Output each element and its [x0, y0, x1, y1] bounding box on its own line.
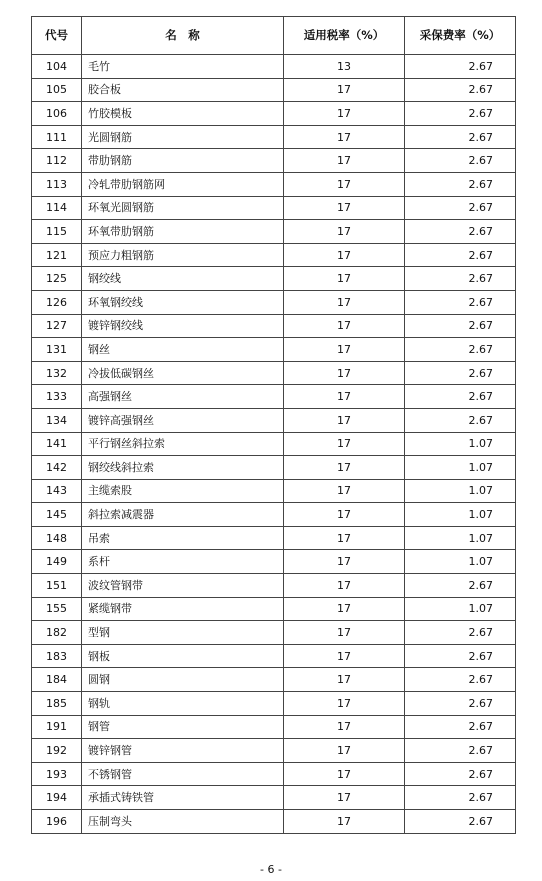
table-row	[32, 810, 516, 834]
table-row	[32, 668, 516, 692]
table-row	[32, 125, 516, 149]
cell-tax-rate: 17	[284, 479, 405, 503]
cell-code: 194	[32, 786, 82, 810]
cell-code: 112	[32, 149, 82, 173]
cell-tax-rate: 17	[284, 762, 405, 786]
table-row	[32, 479, 516, 503]
header-row	[32, 17, 516, 55]
cell-tax-rate: 17	[284, 621, 405, 645]
table-row	[32, 172, 516, 196]
cell-tax-rate: 17	[284, 314, 405, 338]
cell-name: 吊索	[82, 526, 284, 550]
cell-name: 镀锌钢管	[82, 739, 284, 763]
table-row	[32, 102, 516, 126]
table-header	[32, 17, 516, 55]
cell-fee-rate: 2.67	[405, 55, 516, 79]
cell-fee-rate: 1.07	[405, 432, 516, 456]
table-row	[32, 385, 516, 409]
cell-fee-rate: 2.67	[405, 220, 516, 244]
cell-tax-rate: 17	[284, 172, 405, 196]
table-row	[32, 739, 516, 763]
cell-code: 113	[32, 172, 82, 196]
cell-name: 平行钢丝斜拉索	[82, 432, 284, 456]
cell-fee-rate: 2.67	[405, 739, 516, 763]
cell-tax-rate: 17	[284, 526, 405, 550]
table-row	[32, 55, 516, 79]
cell-fee-rate: 1.07	[405, 526, 516, 550]
cell-code: 132	[32, 361, 82, 385]
table-row	[32, 220, 516, 244]
cell-fee-rate: 2.67	[405, 385, 516, 409]
cell-name: 型钢	[82, 621, 284, 645]
cell-tax-rate: 17	[284, 456, 405, 480]
cell-fee-rate: 2.67	[405, 149, 516, 173]
cell-name: 冷拔低碳钢丝	[82, 361, 284, 385]
cell-tax-rate: 17	[284, 290, 405, 314]
cell-name: 镀锌钢绞线	[82, 314, 284, 338]
cell-code: 183	[32, 644, 82, 668]
cell-name: 环氧光圆钢筋	[82, 196, 284, 220]
cell-name: 光圆钢筋	[82, 125, 284, 149]
table-row	[32, 526, 516, 550]
cell-code: 182	[32, 621, 82, 645]
table-row	[32, 692, 516, 716]
table-row	[32, 408, 516, 432]
cell-name: 钢绞线	[82, 267, 284, 291]
table-body	[32, 55, 516, 834]
cell-tax-rate: 17	[284, 361, 405, 385]
cell-fee-rate: 2.67	[405, 574, 516, 598]
cell-code: 133	[32, 385, 82, 409]
cell-fee-rate: 1.07	[405, 479, 516, 503]
cell-name: 竹胶模板	[82, 102, 284, 126]
table-row	[32, 196, 516, 220]
cell-fee-rate: 2.67	[405, 290, 516, 314]
table-row	[32, 715, 516, 739]
cell-name: 波纹管钢带	[82, 574, 284, 598]
cell-code: 141	[32, 432, 82, 456]
cell-tax-rate: 17	[284, 550, 405, 574]
table-row	[32, 574, 516, 598]
cell-tax-rate: 17	[284, 786, 405, 810]
cell-code: 131	[32, 338, 82, 362]
table-row	[32, 361, 516, 385]
cell-fee-rate: 2.67	[405, 314, 516, 338]
cell-tax-rate: 17	[284, 408, 405, 432]
cell-tax-rate: 17	[284, 102, 405, 126]
cell-name: 环氧带肋钢筋	[82, 220, 284, 244]
header-fee-rate: 采保费率（%）	[405, 17, 516, 55]
cell-tax-rate: 17	[284, 668, 405, 692]
cell-code: 151	[32, 574, 82, 598]
cell-name: 斜拉索减震器	[82, 503, 284, 527]
cell-code: 125	[32, 267, 82, 291]
cell-name: 钢绞线斜拉索	[82, 456, 284, 480]
cell-fee-rate: 2.67	[405, 338, 516, 362]
cell-name: 预应力粗钢筋	[82, 243, 284, 267]
cell-name: 系杆	[82, 550, 284, 574]
cell-name: 环氧钢绞线	[82, 290, 284, 314]
cell-name: 毛竹	[82, 55, 284, 79]
cell-code: 106	[32, 102, 82, 126]
cell-tax-rate: 17	[284, 267, 405, 291]
cell-tax-rate: 17	[284, 149, 405, 173]
page-number: - 6 -	[260, 863, 282, 876]
table-row	[32, 243, 516, 267]
cell-name: 镀锌高强钢丝	[82, 408, 284, 432]
cell-fee-rate: 2.67	[405, 102, 516, 126]
cell-tax-rate: 17	[284, 196, 405, 220]
table-row	[32, 621, 516, 645]
table-row	[32, 786, 516, 810]
cell-code: 105	[32, 78, 82, 102]
table-row	[32, 762, 516, 786]
cell-tax-rate: 17	[284, 78, 405, 102]
cell-fee-rate: 2.67	[405, 267, 516, 291]
cell-fee-rate: 2.67	[405, 786, 516, 810]
cell-name: 主缆索股	[82, 479, 284, 503]
cell-fee-rate: 2.67	[405, 644, 516, 668]
cell-code: 191	[32, 715, 82, 739]
cell-code: 192	[32, 739, 82, 763]
table-row	[32, 456, 516, 480]
cell-code: 185	[32, 692, 82, 716]
cell-tax-rate: 17	[284, 644, 405, 668]
cell-code: 149	[32, 550, 82, 574]
cell-fee-rate: 1.07	[405, 597, 516, 621]
table-row	[32, 267, 516, 291]
cell-tax-rate: 17	[284, 385, 405, 409]
header-code: 代号	[32, 17, 82, 55]
cell-tax-rate: 17	[284, 692, 405, 716]
cell-code: 134	[32, 408, 82, 432]
cell-code: 114	[32, 196, 82, 220]
cell-fee-rate: 2.67	[405, 172, 516, 196]
cell-name: 冷轧带肋钢筋网	[82, 172, 284, 196]
cell-tax-rate: 17	[284, 597, 405, 621]
cell-name: 压制弯头	[82, 810, 284, 834]
cell-code: 126	[32, 290, 82, 314]
cell-code: 127	[32, 314, 82, 338]
table-row	[32, 338, 516, 362]
cell-tax-rate: 17	[284, 243, 405, 267]
cell-fee-rate: 2.67	[405, 243, 516, 267]
cell-tax-rate: 17	[284, 810, 405, 834]
cell-name: 钢轨	[82, 692, 284, 716]
cell-fee-rate: 2.67	[405, 621, 516, 645]
cell-fee-rate: 2.67	[405, 762, 516, 786]
cell-tax-rate: 17	[284, 432, 405, 456]
cell-fee-rate: 2.67	[405, 692, 516, 716]
cell-code: 104	[32, 55, 82, 79]
cell-code: 115	[32, 220, 82, 244]
cell-tax-rate: 17	[284, 503, 405, 527]
cell-code: 143	[32, 479, 82, 503]
cell-name: 不锈钢管	[82, 762, 284, 786]
cell-tax-rate: 17	[284, 125, 405, 149]
header-name: 名 称	[82, 17, 284, 55]
rate-table	[31, 16, 516, 834]
cell-fee-rate: 1.07	[405, 550, 516, 574]
cell-fee-rate: 2.67	[405, 408, 516, 432]
cell-tax-rate: 17	[284, 338, 405, 362]
cell-code: 142	[32, 456, 82, 480]
cell-fee-rate: 1.07	[405, 456, 516, 480]
header-tax-rate: 适用税率（%）	[284, 17, 405, 55]
cell-tax-rate: 17	[284, 220, 405, 244]
cell-name: 钢丝	[82, 338, 284, 362]
cell-fee-rate: 2.67	[405, 78, 516, 102]
cell-name: 带肋钢筋	[82, 149, 284, 173]
table-row	[32, 314, 516, 338]
cell-tax-rate: 13	[284, 55, 405, 79]
cell-fee-rate: 2.67	[405, 196, 516, 220]
cell-fee-rate: 2.67	[405, 810, 516, 834]
cell-tax-rate: 17	[284, 715, 405, 739]
table-row	[32, 149, 516, 173]
cell-code: 148	[32, 526, 82, 550]
cell-code: 196	[32, 810, 82, 834]
cell-fee-rate: 2.67	[405, 125, 516, 149]
cell-name: 钢板	[82, 644, 284, 668]
cell-name: 圆钢	[82, 668, 284, 692]
cell-fee-rate: 1.07	[405, 503, 516, 527]
table-row	[32, 644, 516, 668]
table-row	[32, 503, 516, 527]
cell-tax-rate: 17	[284, 574, 405, 598]
table-row	[32, 432, 516, 456]
cell-name: 胶合板	[82, 78, 284, 102]
cell-code: 121	[32, 243, 82, 267]
cell-code: 155	[32, 597, 82, 621]
cell-code: 111	[32, 125, 82, 149]
table-row	[32, 78, 516, 102]
cell-fee-rate: 2.67	[405, 361, 516, 385]
table-row	[32, 290, 516, 314]
cell-name: 承插式铸铁管	[82, 786, 284, 810]
cell-name: 紧缆钢带	[82, 597, 284, 621]
cell-name: 高强钢丝	[82, 385, 284, 409]
cell-tax-rate: 17	[284, 739, 405, 763]
cell-code: 193	[32, 762, 82, 786]
cell-fee-rate: 2.67	[405, 668, 516, 692]
cell-code: 184	[32, 668, 82, 692]
cell-fee-rate: 2.67	[405, 715, 516, 739]
table-row	[32, 550, 516, 574]
table-row	[32, 597, 516, 621]
cell-code: 145	[32, 503, 82, 527]
cell-name: 钢管	[82, 715, 284, 739]
